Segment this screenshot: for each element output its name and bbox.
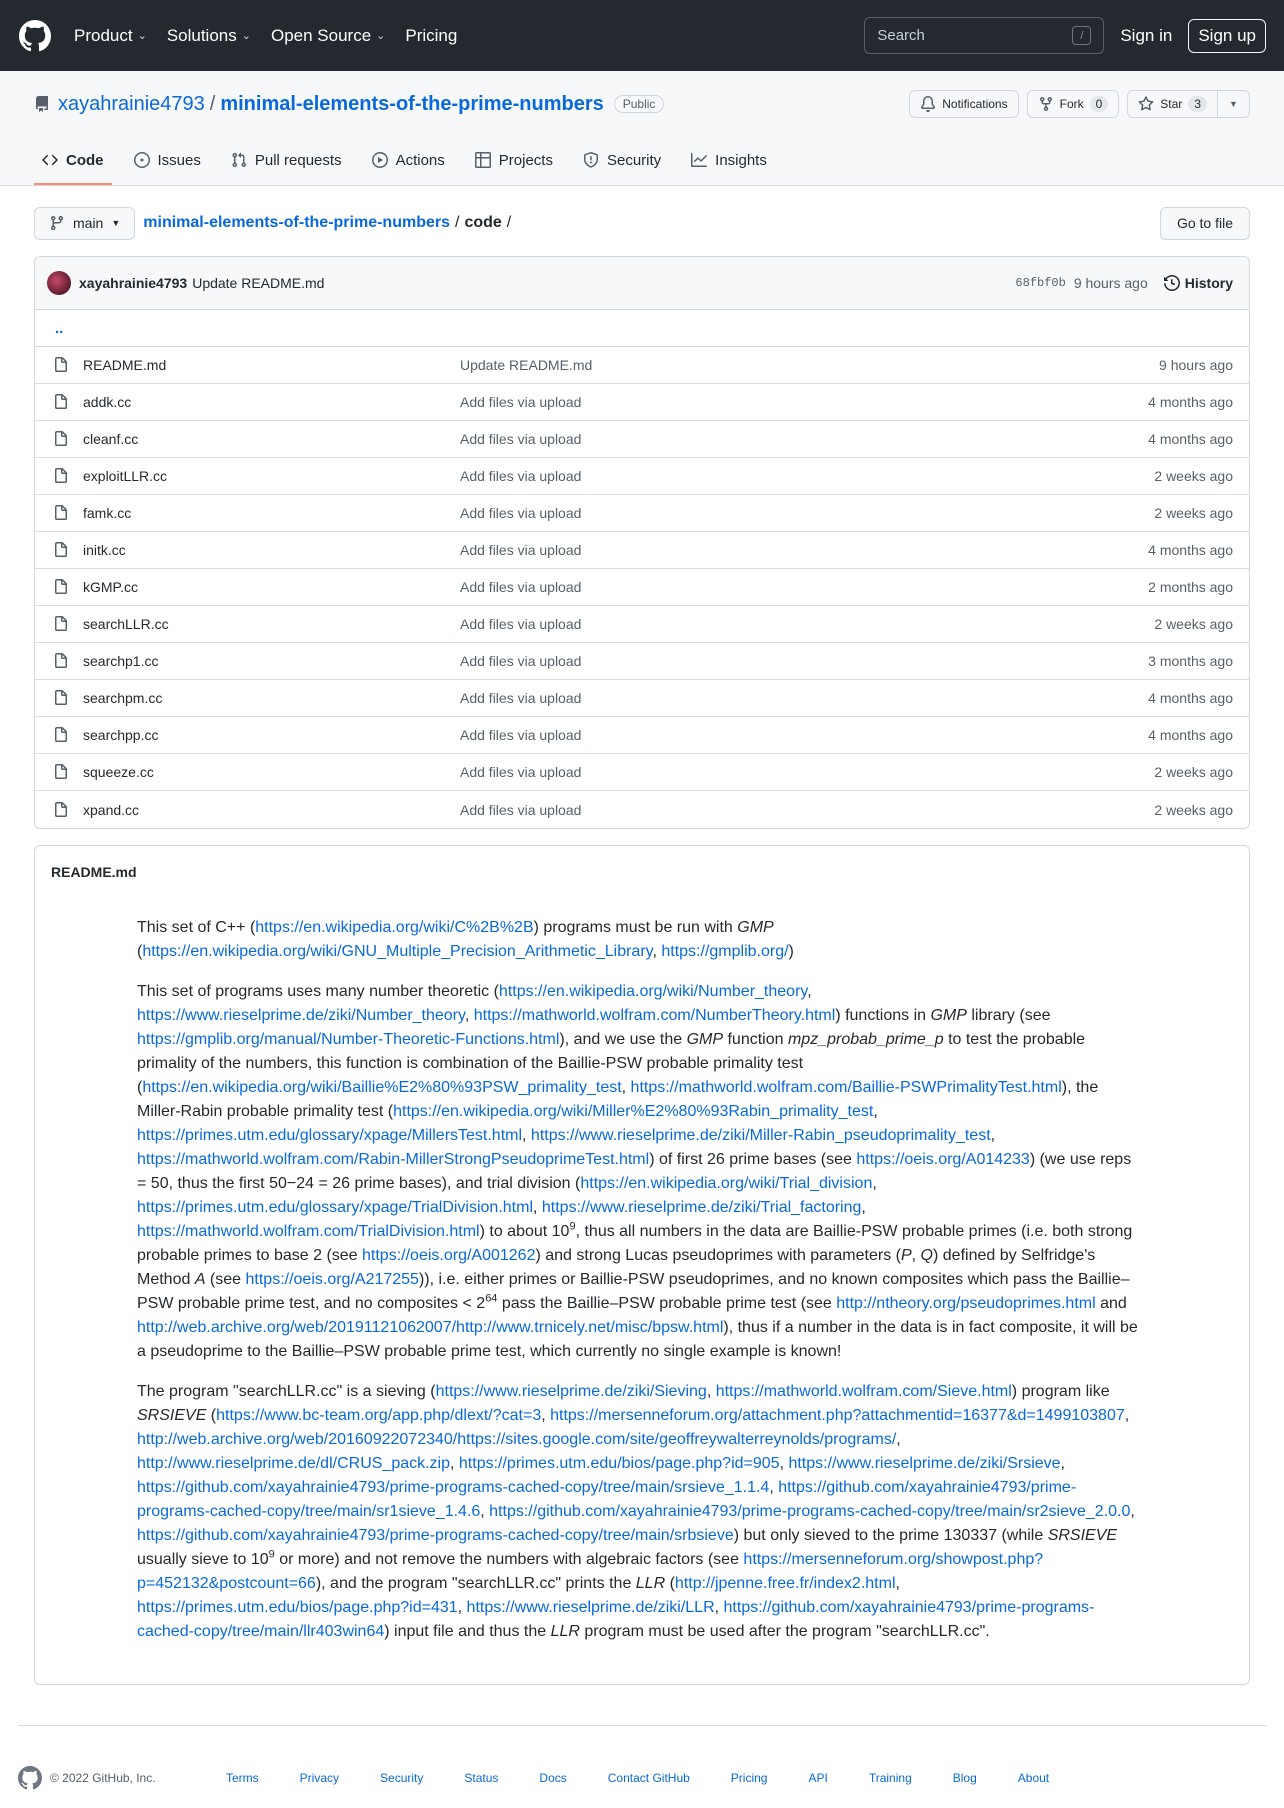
file-age: 4 months ago — [1148, 394, 1233, 410]
readme-superscript: 9 — [569, 1220, 576, 1233]
readme-link[interactable]: https://primes.utm.edu/glossary/xpage/MillersTest.html — [137, 1127, 523, 1144]
readme-text: , — [990, 1127, 996, 1144]
global-header — [0, 0, 1284, 71]
readme-text: , — [480, 1503, 490, 1520]
parent-directory-link[interactable]: .. — [35, 310, 1249, 347]
readme-link[interactable]: https://gmplib.org/ — [661, 943, 789, 960]
github-mark-icon[interactable] — [18, 1766, 42, 1790]
file-commit-message-link[interactable]: Add files via upload — [460, 727, 582, 743]
readme-link[interactable]: https://en.wikipedia.org/wiki/Baillie%E2%80%93PSW_primality_test — [142, 1079, 622, 1096]
file-icon — [53, 542, 69, 558]
readme-link[interactable]: https://github.com/xayahrainie4793/prime-programs-cached-copy/tree/main/llr403win64 — [137, 1599, 1095, 1640]
fork-label: Fork — [1059, 97, 1084, 111]
readme-text: ) to about 10 — [479, 1223, 570, 1240]
footer-link-contact-github[interactable]: Contact GitHub — [607, 1771, 690, 1785]
footer-link-blog[interactable]: Blog — [952, 1771, 977, 1785]
file-icon — [53, 764, 69, 780]
nav-solutions[interactable] — [167, 26, 251, 46]
commit-author-link[interactable]: xayahrainie4793 — [79, 275, 188, 291]
caret-down-icon: ▼ — [111, 218, 121, 228]
readme-link[interactable]: https://github.com/xayahrainie4793/prime-programs-cached-copy/tree/main/sr2sieve_2.0.0 — [489, 1503, 1131, 1520]
file-commit-message-link[interactable]: Add files via upload — [460, 616, 582, 632]
readme-link[interactable]: https://primes.utm.edu/glossary/xpage/TrialDivision.html — [137, 1199, 533, 1216]
repo-name-link[interactable]: minimal-elements-of-the-prime-numbers — [220, 92, 604, 115]
readme-link[interactable]: https://en.wikipedia.org/wiki/Miller%E2%80%93Rabin_primality_test — [393, 1103, 874, 1120]
file-icon — [53, 616, 69, 632]
readme-link[interactable]: http://web.archive.org/web/20160922072340/https://sites.google.com/site/geoffreywalterreynolds/programs/ — [137, 1431, 897, 1448]
readme-text: ) — [788, 943, 794, 960]
readme-superscript: 64 — [485, 1292, 498, 1305]
go-to-file-button[interactable]: Go to file — [1160, 207, 1250, 240]
readme-link[interactable]: https://en.wikipedia.org/wiki/Trial_division — [580, 1175, 873, 1192]
readme-body — [35, 898, 1249, 1684]
file-commit-message-link[interactable]: Add files via upload — [460, 764, 582, 780]
readme-link[interactable]: https://primes.utm.edu/bios/page.php?id=431 — [137, 1599, 458, 1616]
readme-paragraph — [137, 916, 1143, 964]
sign-up-button[interactable]: Sign up — [1188, 19, 1266, 53]
readme-link[interactable]: https://www.rieselprime.de/ziki/Trial_factoring — [541, 1199, 862, 1216]
breadcrumb-separator: / — [455, 214, 460, 231]
readme-text: to test the probable primality of the numbers, this function is combination of the Baillie-PSW probable primality test ( — [137, 1031, 1086, 1096]
readme-link[interactable]: http://www.rieselprime.de/dl/CRUS_pack.zip — [137, 1455, 451, 1472]
fork-icon — [1038, 96, 1054, 112]
readme-italic-text: GMP — [737, 919, 774, 936]
readme-text: ( — [665, 1575, 675, 1592]
file-name-link[interactable]: searchpm.cc — [83, 690, 163, 706]
readme-italic-text: LLR — [550, 1623, 580, 1640]
readme-italic-text: SRSIEVE — [137, 1407, 207, 1424]
readme-link[interactable]: https://github.com/xayahrainie4793/prime-programs-cached-copy/tree/main/sr1sieve_1.4.6 — [137, 1479, 1077, 1520]
repo-title-row — [34, 71, 1250, 137]
history-link[interactable] — [1164, 275, 1233, 291]
readme-italic-text: Q — [920, 1247, 933, 1264]
readme-link[interactable]: https://www.rieselprime.de/ziki/LLR — [466, 1599, 715, 1616]
readme-text: , — [706, 1383, 716, 1400]
commit-meta — [1015, 275, 1233, 291]
footer-link-status[interactable]: Status — [464, 1771, 499, 1785]
readme-link[interactable]: http://jpenne.free.fr/index2.html — [674, 1575, 896, 1592]
branch-select-button[interactable] — [34, 207, 135, 240]
file-commit-message-link[interactable]: Update README.md — [460, 357, 593, 373]
table-icon — [475, 152, 491, 168]
readme-superscript: 9 — [268, 1548, 275, 1561]
file-age: 2 weeks ago — [1154, 616, 1233, 632]
readme-text: ) defined by Selfridge's Method — [137, 1247, 1096, 1288]
repo-actions — [909, 90, 1250, 118]
tab-actions[interactable] — [364, 137, 453, 185]
tab-pull-requests[interactable] — [223, 137, 350, 185]
commit-sha-link[interactable]: 68fbf0b — [1015, 276, 1066, 290]
repo-slash: / — [209, 92, 216, 115]
nav-pricing[interactable] — [405, 26, 457, 46]
readme-text: ) functions in — [835, 1007, 931, 1024]
bell-icon — [920, 96, 936, 112]
repo-icon — [34, 96, 50, 112]
slash-key-hint: / — [1072, 26, 1091, 45]
file-row — [35, 569, 1249, 606]
readme-link[interactable]: https://en.wikipedia.org/wiki/GNU_Multiple_Precision_Arithmetic_Library — [142, 943, 653, 960]
readme-text: ) of first 26 prime bases (see — [649, 1151, 857, 1168]
file-age: 2 months ago — [1148, 579, 1233, 595]
file-age: 4 months ago — [1148, 690, 1233, 706]
file-name-link[interactable]: searchLLR.cc — [83, 616, 169, 632]
nav-product[interactable] — [74, 26, 147, 46]
copyright-text: © 2022 GitHub, Inc. — [50, 1771, 156, 1785]
readme-link[interactable]: https://oeis.org/A217255 — [245, 1271, 419, 1288]
readme-title: README.md — [51, 864, 137, 880]
shield-icon — [583, 152, 599, 168]
nav-pricing-label: Pricing — [405, 25, 458, 45]
search-input[interactable] — [864, 17, 1104, 54]
file-name-link[interactable]: exploitLLR.cc — [83, 468, 168, 484]
file-icon — [53, 802, 69, 818]
fork-count: 0 — [1090, 96, 1109, 112]
file-row — [35, 791, 1249, 828]
readme-text: ) (we use reps = 50, thus the first 50−24 = 26 prime bases), and trial division ( — [137, 1151, 1132, 1192]
repo-tabs — [34, 137, 1250, 185]
file-commit-message-link[interactable]: Add files via upload — [460, 468, 582, 484]
file-age: 4 months ago — [1148, 542, 1233, 558]
readme-text: , — [861, 1199, 866, 1216]
readme-text: ( — [137, 943, 143, 960]
readme-link[interactable]: https://www.rieselprime.de/ziki/Number_theory — [137, 1007, 465, 1024]
tab-pull-requests-label: Pull requests — [254, 151, 342, 169]
tab-insights-label: Insights — [715, 151, 767, 169]
issue-opened-icon — [134, 152, 150, 168]
footer-link-api[interactable]: API — [808, 1771, 828, 1785]
git-branch-icon — [49, 215, 65, 231]
file-name-link[interactable]: squeeze.cc — [83, 764, 154, 780]
readme-text: The program "searchLLR.cc" is a sieving ( — [137, 1383, 436, 1400]
readme-text: , — [769, 1479, 779, 1496]
commit-message-link[interactable]: Update README.md — [192, 275, 325, 291]
file-icon — [53, 431, 69, 447]
play-icon — [372, 152, 388, 168]
readme-text: , — [872, 1175, 877, 1192]
file-icon — [53, 727, 69, 743]
readme-link[interactable]: https://en.wikipedia.org/wiki/Number_theory — [498, 983, 808, 1000]
footer-link-about[interactable]: About — [1017, 1771, 1050, 1785]
file-name-link[interactable]: initk.cc — [83, 542, 126, 558]
file-row — [35, 532, 1249, 569]
file-commit-message-link[interactable]: Add files via upload — [460, 394, 582, 410]
readme-text: , — [714, 1599, 724, 1616]
readme-text: function — [723, 1031, 788, 1048]
readme-text: This set of C++ ( — [137, 919, 256, 936]
tab-code[interactable] — [34, 137, 112, 185]
star-count: 3 — [1188, 96, 1207, 112]
file-row — [35, 458, 1249, 495]
readme-text: , — [807, 983, 812, 1000]
star-button[interactable] — [1127, 90, 1218, 118]
readme-link[interactable]: https://mathworld.wolfram.com/Baillie-PSWPrimalityTest.html — [630, 1079, 1062, 1096]
readme-italic-text: SRSIEVE — [1047, 1527, 1118, 1544]
file-row — [35, 347, 1249, 384]
file-commit-message-link[interactable]: Add files via upload — [460, 579, 582, 595]
pull-request-icon — [231, 152, 247, 168]
chevron-down-icon: ⌄ — [241, 30, 251, 42]
file-age: 2 weeks ago — [1154, 505, 1233, 521]
nav-open-source-label: Open Source — [270, 25, 372, 45]
star-icon — [1138, 96, 1154, 112]
file-icon — [53, 394, 69, 410]
clock-history-icon — [1164, 275, 1180, 291]
footer-copyright — [18, 1766, 226, 1790]
readme-italic-text: LLR — [635, 1575, 666, 1592]
file-row — [35, 606, 1249, 643]
tab-security[interactable] — [575, 137, 669, 185]
file-age: 3 months ago — [1148, 653, 1233, 669]
footer-links — [226, 1771, 1090, 1785]
file-commit-message-link[interactable]: Add files via upload — [460, 431, 582, 447]
file-age: 2 weeks ago — [1154, 764, 1233, 780]
readme-link[interactable]: https://www.rieselprime.de/ziki/Sieving — [435, 1383, 707, 1400]
star-dropdown-button[interactable] — [1218, 90, 1250, 118]
readme-text: (see — [205, 1271, 246, 1288]
file-row — [35, 643, 1249, 680]
readme-text: , — [896, 1431, 901, 1448]
file-commit-message-link[interactable]: Add files via upload — [460, 505, 582, 521]
file-name-link[interactable]: xpand.cc — [83, 801, 140, 818]
main-content — [0, 186, 1284, 1685]
readme-link[interactable]: https://github.com/xayahrainie4793/prime-programs-cached-copy/tree/main/srsieve_1.1.4 — [137, 1479, 770, 1496]
branch-name: main — [73, 215, 104, 231]
readme-link[interactable]: https://primes.utm.edu/bios/page.php?id=905 — [458, 1455, 780, 1472]
footer-link-pricing[interactable]: Pricing — [730, 1771, 768, 1785]
readme-paragraph — [137, 980, 1143, 1364]
github-logo-icon[interactable] — [18, 19, 52, 53]
readme-text: ), thus if a number in the data is in fact composite, it will be a pseudoprime to the Baillie–PSW probable prime test, which currently no single example is known! — [137, 1319, 1138, 1360]
footer-link-privacy[interactable]: Privacy — [299, 1771, 340, 1785]
readme-text: library (see — [966, 1007, 1051, 1024]
file-icon — [53, 690, 69, 706]
path-row — [34, 206, 1250, 240]
tab-projects[interactable] — [467, 137, 561, 185]
file-name-link[interactable]: README.md — [83, 357, 167, 373]
graph-icon — [691, 152, 707, 168]
readme-link[interactable]: https://oeis.org/A014233 — [856, 1151, 1030, 1168]
file-name-link[interactable]: famk.cc — [83, 505, 132, 521]
readme-link[interactable]: https://mersenneforum.org/attachment.php?attachmentid=16377&d=1499103807 — [550, 1407, 1125, 1424]
readme-text: ) input file and thus the — [384, 1623, 551, 1640]
nav-product-label: Product — [74, 25, 133, 45]
file-commit-message-link[interactable]: Add files via upload — [460, 653, 582, 669]
fork-button[interactable] — [1027, 90, 1120, 118]
search-placeholder: Search — [877, 27, 925, 44]
file-row — [35, 384, 1249, 421]
file-row — [35, 421, 1249, 458]
readme-link[interactable]: http://web.archive.org/web/20191121062007/http://www.trnicely.net/misc/bpsw.html — [137, 1319, 724, 1336]
readme-paragraph — [137, 1380, 1143, 1644]
readme-text: or more) and not remove the numbers with algebraic factors (see — [274, 1551, 744, 1568]
site-footer — [18, 1725, 1266, 1790]
readme-link[interactable]: https://mathworld.wolfram.com/Sieve.html — [715, 1383, 1012, 1400]
chevron-down-icon: ⌄ — [137, 30, 147, 42]
readme-panel — [34, 845, 1250, 1685]
readme-italic-text: A — [194, 1271, 206, 1288]
readme-link[interactable]: https://gmplib.org/manual/Number-Theoretic-Functions.html — [137, 1031, 560, 1048]
file-icon — [53, 505, 69, 521]
footer-link-terms[interactable]: Terms — [226, 1771, 259, 1785]
readme-text: , — [652, 943, 662, 960]
readme-text: , — [541, 1407, 551, 1424]
footer-link-training[interactable]: Training — [868, 1771, 912, 1785]
readme-text: , — [1124, 1407, 1130, 1424]
readme-link[interactable]: https://github.com/xayahrainie4793/prime-programs-cached-copy/tree/main/srbsieve — [137, 1527, 734, 1544]
file-icon — [53, 357, 69, 373]
readme-link[interactable]: https://mersenneforum.org/showpost.php?p=452132&postcount=66 — [137, 1551, 1044, 1592]
readme-link[interactable]: https://mathworld.wolfram.com/NumberTheory.html — [473, 1007, 836, 1024]
readme-link[interactable]: http://ntheory.org/pseudoprimes.html — [836, 1295, 1096, 1312]
readme-link[interactable]: https://oeis.org/A001262 — [362, 1247, 536, 1264]
tab-issues[interactable] — [126, 137, 209, 185]
tab-projects-label: Projects — [498, 151, 553, 169]
file-age: 9 hours ago — [1159, 357, 1233, 373]
readme-text: , — [895, 1575, 900, 1592]
file-commit-message-link[interactable]: Add files via upload — [460, 690, 582, 706]
readme-text: ) but only sieved to the prime 130337 (while — [733, 1527, 1048, 1544]
readme-italic-text: P — [900, 1247, 912, 1264]
avatar[interactable] — [47, 271, 71, 295]
file-row — [35, 754, 1249, 791]
file-age: 2 weeks ago — [1154, 801, 1233, 818]
readme-italic-text: GMP — [686, 1031, 724, 1048]
sign-in-link[interactable]: Sign in — [1120, 25, 1173, 45]
notifications-button[interactable] — [909, 90, 1018, 118]
breadcrumb-repo-link[interactable]: minimal-elements-of-the-prime-numbers — [143, 214, 450, 231]
readme-text: , — [1130, 1503, 1135, 1520]
readme-text: ), the Miller-Rabin probable primality test ( — [137, 1079, 1099, 1120]
readme-text: , — [522, 1127, 531, 1144]
tab-code-label: Code — [66, 151, 104, 169]
readme-link[interactable]: https://www.bc-team.org/app.php/dlext/?cat=3 — [216, 1407, 542, 1424]
file-row — [35, 495, 1249, 532]
file-commit-message-link[interactable]: Add files via upload — [460, 542, 582, 558]
readme-italic-text: GMP — [930, 1007, 967, 1024]
readme-link[interactable]: https://mathworld.wolfram.com/TrialDivision.html — [137, 1223, 480, 1240]
repo-header — [0, 71, 1284, 186]
star-group — [1127, 90, 1250, 118]
tab-issues-label: Issues — [157, 151, 201, 169]
breadcrumb-trailing-separator: / — [506, 214, 512, 231]
footer-link-security[interactable]: Security — [380, 1771, 424, 1785]
readme-link[interactable]: https://www.rieselprime.de/ziki/Miller-Rabin_pseudoprimality_test — [530, 1127, 991, 1144]
file-icon — [53, 468, 69, 484]
tab-security-label: Security — [606, 151, 662, 169]
readme-text: , thus all numbers in the data are Baillie-PSW probable primes (i.e. both strong probable primes to base 2 (see — [137, 1223, 1133, 1264]
readme-link[interactable]: https://en.wikipedia.org/wiki/C%2B%2B — [255, 919, 534, 936]
readme-text: , — [779, 1455, 789, 1472]
file-browser — [34, 256, 1250, 829]
file-row — [35, 717, 1249, 754]
global-nav — [74, 26, 477, 46]
readme-text: ) and strong Lucas pseudoprimes with parameters ( — [535, 1247, 901, 1264]
tab-insights[interactable] — [683, 137, 775, 185]
readme-text: , — [450, 1455, 459, 1472]
file-age: 4 months ago — [1148, 727, 1233, 743]
readme-text: )), i.e. either primes or Baillie-PSW pseudoprimes, and no known composites which pass the Baillie–PSW probable prime test, and no composites < 2 — [137, 1271, 1130, 1312]
readme-text: , — [911, 1247, 921, 1264]
visibility-badge: Public — [614, 95, 665, 113]
file-commit-message-link[interactable]: Add files via upload — [460, 801, 582, 818]
readme-text: ( — [206, 1407, 217, 1424]
file-age: 2 weeks ago — [1154, 468, 1233, 484]
nav-solutions-label: Solutions — [166, 25, 237, 45]
file-age: 4 months ago — [1148, 431, 1233, 447]
history-label: History — [1184, 275, 1233, 291]
readme-text: , — [533, 1199, 542, 1216]
file-icon — [53, 579, 69, 595]
commit-age: 9 hours ago — [1073, 275, 1148, 291]
readme-text: ), and the program "searchLLR.cc" prints the — [315, 1575, 636, 1592]
tab-actions-label: Actions — [395, 151, 445, 169]
readme-text: usually sieve to 10 — [137, 1551, 269, 1568]
file-name-link[interactable]: kGMP.cc — [83, 579, 138, 595]
file-list — [35, 347, 1249, 828]
header-right — [864, 17, 1266, 54]
file-row — [35, 680, 1249, 717]
caret-down-icon: ▼ — [1229, 99, 1238, 109]
readme-italic-text: mpz_probab_prime_p — [787, 1031, 944, 1048]
readme-link[interactable]: https://mathworld.wolfram.com/Rabin-MillerStrongPseudoprimeTest.html — [137, 1151, 650, 1168]
star-label: Star — [1160, 97, 1183, 111]
readme-link[interactable]: https://www.rieselprime.de/ziki/Srsieve — [788, 1455, 1061, 1472]
readme-text: pass the Baillie–PSW probable prime test (see — [497, 1295, 837, 1312]
chevron-down-icon: ⌄ — [376, 30, 386, 42]
readme-text: , — [1060, 1455, 1065, 1472]
readme-text: , — [457, 1599, 467, 1616]
readme-text: , — [873, 1103, 878, 1120]
footer-link-docs[interactable]: Docs — [539, 1771, 567, 1785]
file-name-link[interactable]: addk.cc — [83, 394, 132, 410]
readme-text: This set of programs uses many number theoretic ( — [137, 983, 499, 1000]
readme-text: ) programs must be run with — [533, 919, 738, 936]
readme-text: ) program like — [1011, 1383, 1110, 1400]
readme-text: ), and we use the — [559, 1031, 687, 1048]
readme-text: program must be used after the program "searchLLR.cc". — [579, 1623, 990, 1640]
breadcrumb-current-dir: code — [464, 214, 502, 231]
file-name-link[interactable]: searchpp.cc — [83, 727, 159, 743]
readme-text: , — [621, 1079, 631, 1096]
file-name-link[interactable]: searchp1.cc — [83, 653, 159, 669]
latest-commit-row — [35, 257, 1249, 310]
file-name-link[interactable]: cleanf.cc — [83, 431, 139, 447]
readme-text: and — [1095, 1295, 1127, 1312]
readme-text: , — [464, 1007, 474, 1024]
nav-open-source[interactable] — [271, 26, 385, 46]
code-icon — [42, 152, 58, 168]
repo-owner-link[interactable]: xayahrainie4793 — [58, 92, 205, 115]
notifications-label: Notifications — [942, 97, 1008, 111]
file-icon — [53, 653, 69, 669]
